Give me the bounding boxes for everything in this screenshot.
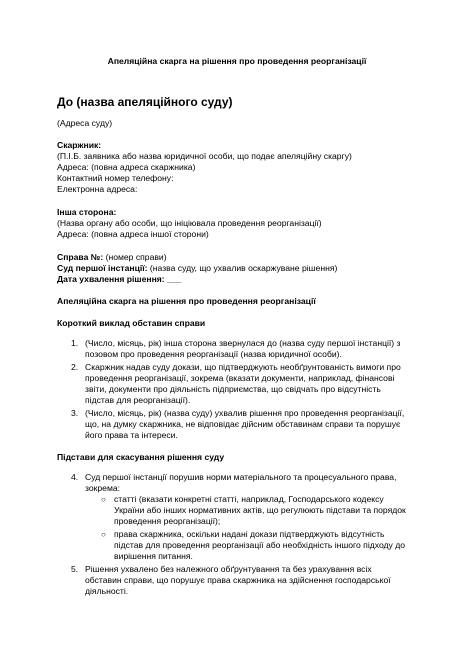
other-party-name: (Назва органу або особи, що ініціювала проведення реорганізації) [57,218,322,228]
list-item-line: підстав для реорганізації). [85,395,191,405]
list-item-line: проведення реорганізації, зокрема (вказати документи, наприклад, фінансові [85,373,395,383]
list-item-line: позовом про проведення реорганізації (назва юридичної особи). [85,349,342,359]
list-item-number: 1. [71,338,79,348]
document-title: Апеляційна скарга на рішення про проведення реорганізації [107,56,367,66]
appellant-phone: Контактний номер телефону: [57,173,174,183]
first-instance-line [57,263,337,274]
bullet-line: проведення реорганізації); [114,516,221,526]
bullet-line: статті (вказати конкретні статті, наприклад, Господарського кодексу [114,494,384,504]
addressee-heading: До (назва апеляційного суду) [57,95,233,109]
list-item-line: Суд першої інстанції порушив норми матеріального та процесуального права, [85,472,397,482]
list-item-number: 2. [71,362,79,372]
list-item-line: що, на думку скаржника, не відповідає дійсним обставинам справи та порушує [85,419,401,429]
list-item-number: 5. [71,564,79,574]
list-item-line: звіти, документи про діяльність підприємства, що свідчать про відсутність [85,384,381,394]
summary-heading: Короткий виклад обставин справи [57,318,206,328]
appellant-email: Електронна адреса: [57,184,138,194]
appellant-address: Адреса: (повна адреса скаржника) [57,162,196,172]
decision-date-line: Дата ухвалення рішення: ___ [57,274,182,284]
case-number-line [57,252,167,263]
court-address: (Адреса суду) [57,118,113,128]
other-party-address: Адреса: (повна адреса іншої сторони) [57,229,209,239]
bullet-line: права скаржника, оскільки надані докази підтверджують відсутність [114,529,385,539]
grounds-heading: Підстави для скасування рішення суду [57,452,225,462]
hollow-bullet-icon: ○ [101,530,106,539]
section-title: Апеляційна скарга на рішення про проведення реорганізації [57,296,316,306]
bullet-line: підстав для проведення реорганізації або необхідність іншого підходу до [114,540,406,550]
first-instance-value: (назва суду, що ухвалив оскаржуване рішення) [147,263,338,273]
appellant-name: (П.І.Б. заявника або назва юридичної особи, що подає апеляційну скаргу) [57,151,352,161]
list-item-line: Скаржник надав суду докази, що підтверджують необґрунтованість вимоги про [85,362,401,372]
hollow-bullet-icon: ○ [101,495,106,504]
other-party-heading: Інша сторона: [57,207,117,217]
list-item-line: його права та інтереси. [85,430,178,440]
case-number-value: (номер справи) [103,252,167,262]
list-item-line: Рішення ухвалено без належного обґрунтування та без урахування всіх [85,564,372,574]
list-item-line: зокрема: [85,483,121,493]
list-item-line: (Число, місяць, рік) (назва суду) ухвалив рішення про проведення реорганізації, [85,408,405,418]
list-item-number: 4. [71,472,79,482]
appellant-heading: Скаржник: [57,140,102,150]
list-item-line: (Число, місяць, рік) інша сторона звернулася до (назва суду першої інстанції) з [85,338,401,348]
case-number-label: Справа №: [57,252,104,262]
list-item-line: обставин справи, що порушує права скаржника на здійснення господарської [85,575,391,585]
list-item-line: діяльності. [85,586,129,596]
bullet-line: вирішення питання. [114,551,193,561]
list-item-number: 3. [71,408,79,418]
first-instance-label: Суд першої інстанції: [57,263,148,273]
bullet-line: України або інших нормативних актів, що регулюють підстави та порядок [114,505,406,515]
